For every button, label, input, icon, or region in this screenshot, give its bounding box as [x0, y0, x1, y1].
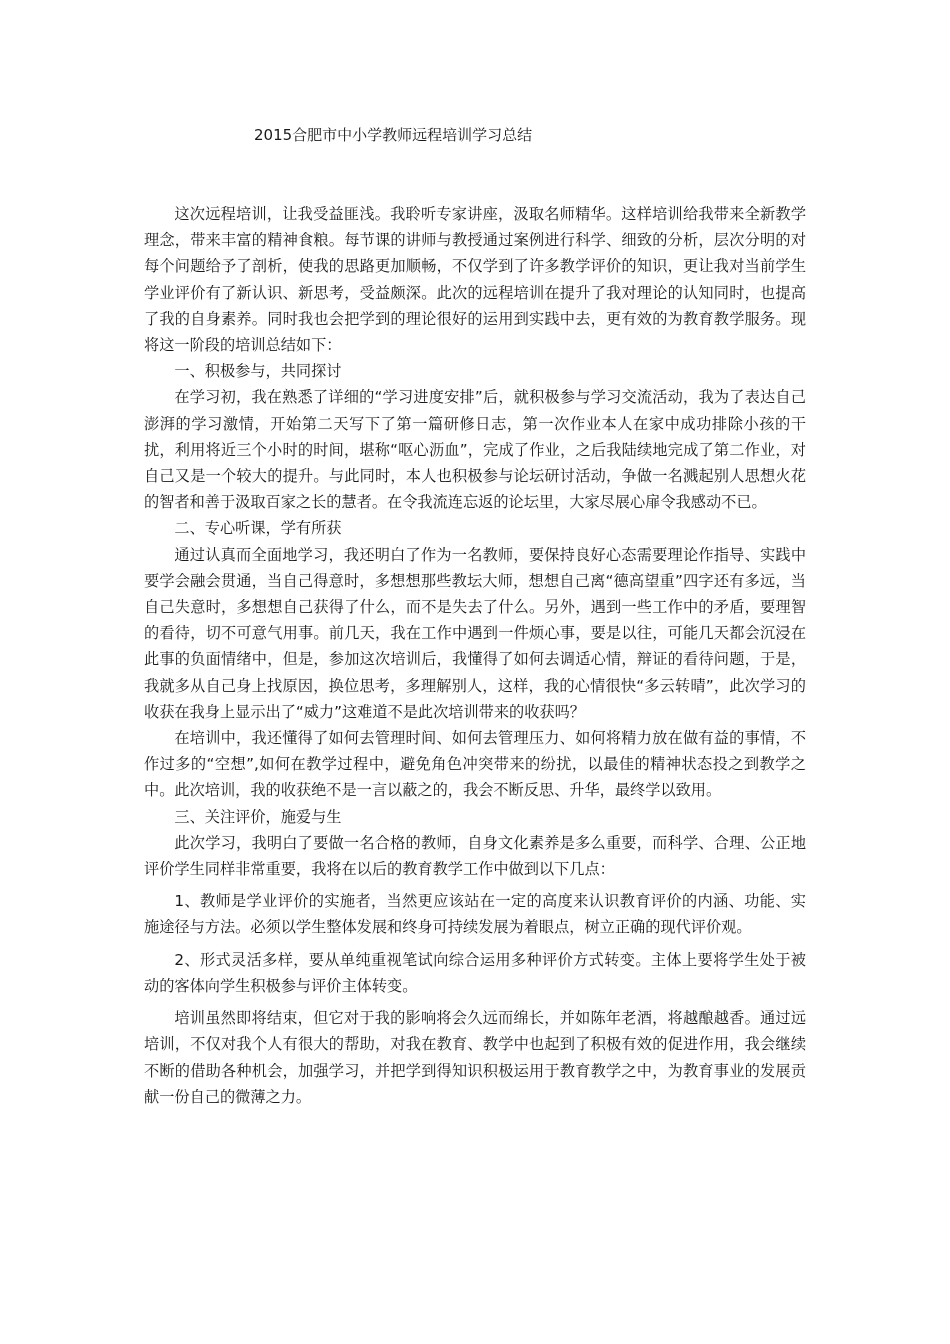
paragraph-intro: 这次远程培训，让我受益匪浅。我聆听专家讲座，汲取名师精华。这样培训给我带来全新教学理念，带来丰富的精神食粮。每节课的讲师与教授通过案例进行科学、细致的分析，层次分明的对每个问题给予了剖析，使我的思路更加顺畅，不仅学到了许多教学评价的知识，更让我对当前学生学业评价有了新认识、新思考，受益颇深。此次的远程培训在提升了我对理论的认知同时，也提高了我的自身素养。同时我也会把学到的理论很好的运用到实践中去，更有效的为教育教学服务。现将这一阶段的培训总结如下： [144, 205, 806, 355]
section-heading-3: 三、关注评价，施爱与生 [174, 807, 342, 826]
list-item-2: 2、形式灵活多样，要从单纯重视笔试向综合运用多种评价方式转变。主体上要将学生处于被动的客体向学生积极参与评价主体转变。 [144, 950, 806, 995]
paragraph-section-2-b: 在培训中，我还懂得了如何去管理时间、如何去管理压力、如何将精力放在做有益的事情，不作过多的“空想”,如何在教学过程中，避免角色冲突带来的纷扰，以最佳的精神状态投之到教学之中。此次培训，我的收获绝不是一言以蔽之的，我会不断反思、升华，最终学以致用。 [144, 729, 806, 800]
section-heading-1: 一、积极参与，共同探讨 [174, 362, 342, 381]
paragraph-section-1: 在学习初，我在熟悉了详细的“学习进度安排”后，就积极参与学习交流活动，我为了表达自己澎湃的学习激情，开始第二天写下了第一篇研修日志，第一次作业本人在家中成功排除小孩的干扰，利用将近三个小时的时间，堪称“呕心沥血”，完成了作业，之后我陆续地完成了第二作业，对自己又是一个较大的提升。与此同时，本人也积极参与论坛研讨活动，争做一名溅起别人思想火花的智者和善于汲取百家之长的慧者。在令我流连忘返的论坛里，大家尽展心扉令我感动不已。 [144, 388, 806, 512]
paragraph-section-2-a: 通过认真而全面地学习，我还明白了作为一名教师，要保持良好心态需要理论作指导、实践中要学会融会贯通，当自己得意时，多想想那些教坛大师，想想自己离“德高望重”四字还有多远，当自己失意时，多想想自己获得了什么，而不是失去了什么。另外，遇到一些工作中的矛盾，要理智的看待，切不可意气用事。前几天，我在工作中遇到一件烦心事，要是以往，可能几天都会沉浸在此事的负面情绪中，但是，参加这次培训后，我懂得了如何去调适心情，辩证的看待问题，于是，我就多从自己身上找原因，换位思考，多理解别人，这样，我的心情很快“多云转晴”，此次学习的收获在我身上显示出了“威力”这难道不是此次培训带来的收获吗？ [144, 545, 806, 721]
section-heading-2: 二、专心听课，学有所获 [174, 519, 342, 538]
list-item-1: 1、教师是学业评价的实施者，当然更应该站在一定的高度来认识教育评价的内涵、功能、实施途径与方法。必须以学生整体发展和终身可持续发展为着眼点，树立正确的现代评价观。 [144, 892, 806, 937]
paragraph-conclusion: 培训虽然即将结束，但它对于我的影响将会久远而绵长，并如陈年老酒，将越酿越香。通过远培训，不仅对我个人有很大的帮助，对我在教育、教学中也起到了积极有效的促进作用，我会继续不断的借助各种机会，加强学习，并把学到得知识积极运用于教育教学之中，为教育事业的发展贡献一份自己的微薄之力。 [144, 1009, 806, 1106]
document-title: 2015合肥市中小学教师远程培训学习总结 [254, 126, 533, 144]
document-body [144, 201, 806, 1110]
paragraph-section-3: 此次学习，我明白了要做一名合格的教师，自身文化素养是多么重要，而科学、合理、公正地评价学生同样非常重要，我将在以后的教育教学工作中做到以下几点： [144, 833, 806, 879]
